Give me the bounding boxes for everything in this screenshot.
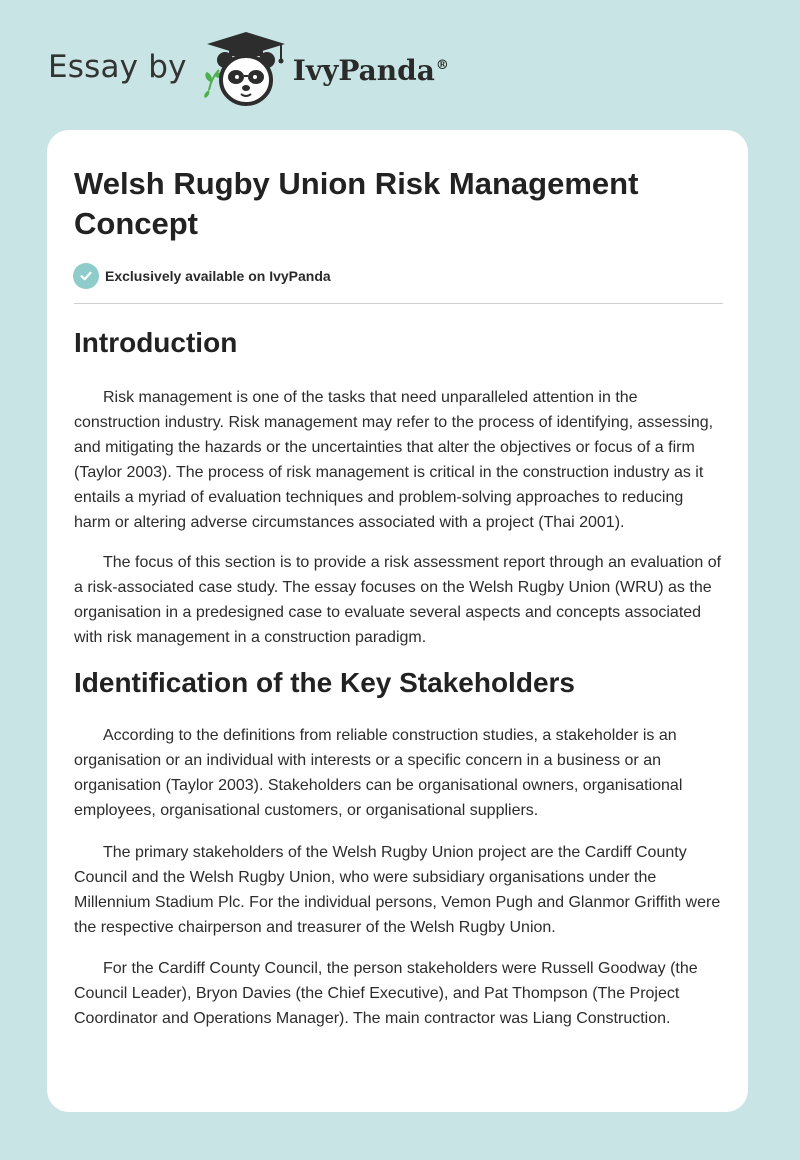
paragraph: According to the definitions from reliable construction studies, a stakeholder is an organisation or an individual with interests or a specific concern in a business or an organisation (Taylor 2003). Stakeholders can be organisational owners, organisational employees, organisational customers, or organisational suppliers.: [74, 727, 683, 819]
essay-body: [74, 324, 724, 1031]
title-divider: [74, 303, 723, 304]
brand-name[interactable]: [293, 54, 449, 87]
paragraph: For the Cardiff County Council, the person stakeholders were Russell Goodway (the Council Leader), Bryon Davies (the Chief Executive), and Pat Thompson (The Project Coordinator and Operations Manager). The main contractor was Liang Construction.: [74, 960, 698, 1027]
paragraph: The primary stakeholders of the Welsh Rugby Union project are the Cardiff County Council and the Welsh Rugby Union, who were subsidiary organisations under the Millennium Stadium Plc. For the individual persons, Vemon Pugh and Glanmor Griffith were the respective chairperson and treasurer of the Welsh Rugby Union.: [74, 844, 721, 936]
brand-name-text: IvyPanda: [292, 53, 435, 87]
brand-prefix: Essay by: [48, 49, 187, 85]
section-heading-stakeholders: Identification of the Key Stakeholders: [74, 667, 575, 698]
essay-card: [47, 130, 748, 1112]
paragraph: The focus of this section is to provide a risk assessment report through an evaluation of a risk-associated case study. The essay focuses on the Welsh Rugby Union (WRU) as the organisation in a predesigned case to evaluate several aspects and concepts associated with risk management in a construction paradigm.: [74, 554, 722, 646]
exclusive-badge: [73, 263, 331, 289]
panda-logo-icon[interactable]: [201, 30, 291, 110]
badge-text: Exclusively available on IvyPanda: [105, 268, 331, 284]
site-header: [48, 30, 449, 110]
page-title: Welsh Rugby Union Risk Management Concept: [74, 166, 639, 241]
registered-mark: ®: [435, 58, 449, 74]
check-icon: [73, 263, 99, 289]
section-heading-introduction: Introduction: [74, 327, 238, 358]
paragraph: Risk management is one of the tasks that need unparalleled attention in the construction industry. Risk management may refer to the process of identifying, assessing, and mitigating the hazards or the uncertainties that alter the objectives or focus of a firm (Taylor 2003). The process of risk management is critical in the construction industry as it entails a myriad of evaluation techniques and problem-solving approaches to reducing harm or altering adverse circumstances associated with a project (Thai 2001).: [74, 389, 714, 531]
